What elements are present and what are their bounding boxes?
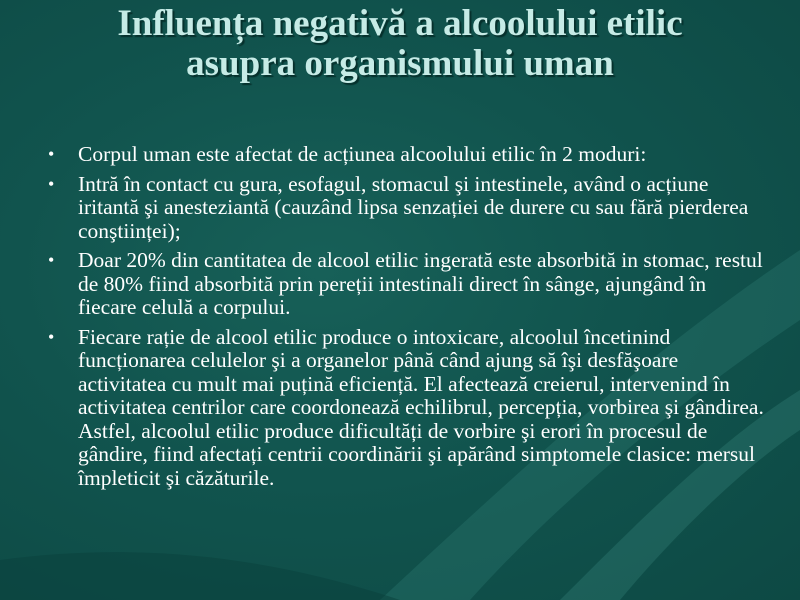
bullet-item — [46, 249, 764, 320]
slide-title-line-2: asupra organismului uman — [186, 43, 614, 84]
slide-title-line-1: Influența negativă a alcoolului etilic — [117, 3, 683, 44]
bullet-text: Doar 20% din cantitatea de alcool etilic ingerată este absorbită in stomac, restul de 80% fiind absorbită prin pereții intestinali direct în sânge, ajungând în fiecare celulă a corpului. — [78, 248, 763, 319]
bullet-dot-icon: • — [48, 326, 55, 347]
bullet-text: Fiecare rație de alcool etilic produce o intoxicare, alcoolul încetinind funcționarea celulelor şi a organelor până când ajung să îşi desfăşoare activitatea cu mult mai puțină eficiență. El afectează creierul, intervenind în activitatea centrilor care coordonează echilibrul, percepția, vorbirea şi gândirea. Astfel, alcoolul etilic produce dificultăți de vorbire şi erori în procesul de gândire, fiind afectați centrii coordinării şi apărând simptomele clasice: mersul împleticit şi căzăturile. — [78, 324, 764, 490]
bullet-text: Intră în contact cu gura, esofagul, stomacul şi intestinele, având o acțiune iritantă şi anesteziantă (cauzând lipsa senzației de durere cu sau fără pierderea conştiinței); — [78, 171, 749, 243]
slide-title — [20, 4, 780, 84]
bullet-item — [46, 326, 764, 491]
bullet-item — [46, 143, 764, 167]
bullet-dot-icon: • — [48, 144, 55, 164]
bullet-item — [46, 173, 764, 244]
bullet-dot-icon: • — [48, 173, 55, 194]
bullet-dot-icon: • — [48, 250, 55, 270]
bullet-list — [46, 143, 764, 496]
bullet-text: Corpul uman este afectat de acțiunea alcoolului etilic în 2 moduri: — [78, 142, 647, 166]
